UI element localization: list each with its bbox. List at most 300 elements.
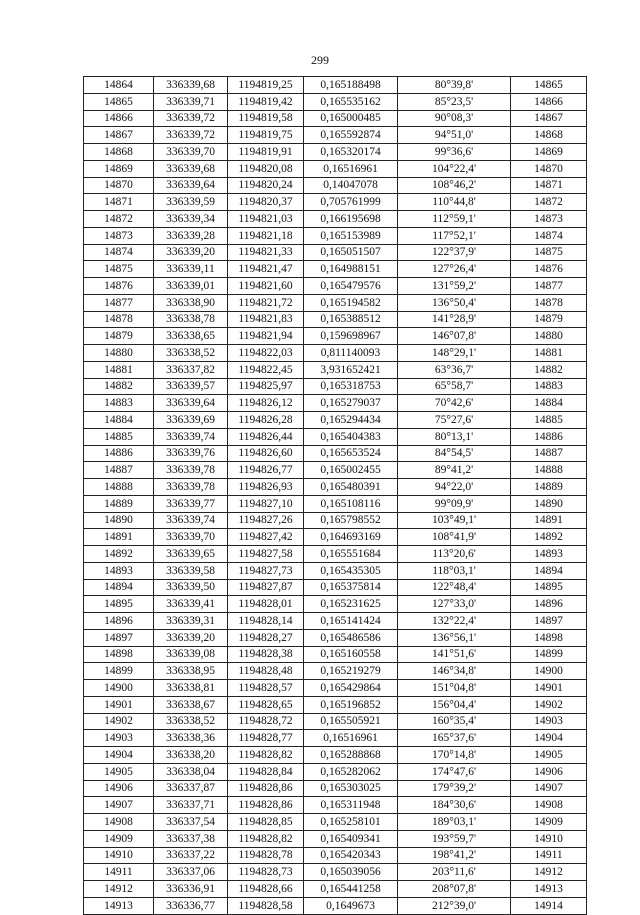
x-coordinate-cell: 336339,70 [154,529,228,546]
direction-angle-cell: 127°33,0' [398,596,511,613]
table-row [84,797,587,814]
y-coordinate-cell: 1194826,77 [228,462,304,479]
distance-cell: 0,165039056 [304,864,398,881]
y-coordinate-cell: 1194821,18 [228,227,304,244]
distance-cell: 0,165219279 [304,663,398,680]
direction-angle-cell: 110°44,8' [398,194,511,211]
distance-cell: 0,165420343 [304,847,398,864]
point-number-cell: 14870 [84,177,154,194]
x-coordinate-cell: 336338,81 [154,680,228,697]
direction-angle-cell: 75°27,6' [398,412,511,429]
direction-angle-cell: 170°14,8' [398,747,511,764]
table-row [84,613,587,630]
y-coordinate-cell: 1194821,60 [228,278,304,295]
direction-angle-cell: 108°41,9' [398,529,511,546]
point-number-cell: 14865 [84,93,154,110]
point-number-cell: 14911 [84,864,154,881]
x-coordinate-cell: 336339,20 [154,244,228,261]
next-point-cell: 14871 [511,177,587,194]
y-coordinate-cell: 1194826,44 [228,428,304,445]
next-point-cell: 14899 [511,646,587,663]
point-number-cell: 14912 [84,881,154,898]
x-coordinate-cell: 336339,71 [154,93,228,110]
direction-angle-cell: 151°04,8' [398,680,511,697]
next-point-cell: 14886 [511,428,587,445]
next-point-cell: 14909 [511,814,587,831]
point-number-cell: 14900 [84,680,154,697]
point-number-cell: 14874 [84,244,154,261]
point-number-cell: 14875 [84,261,154,278]
x-coordinate-cell: 336338,67 [154,696,228,713]
y-coordinate-cell: 1194820,24 [228,177,304,194]
x-coordinate-cell: 336339,64 [154,177,228,194]
distance-cell: 0,165409341 [304,830,398,847]
y-coordinate-cell: 1194821,33 [228,244,304,261]
point-number-cell: 14902 [84,713,154,730]
x-coordinate-cell: 336339,69 [154,412,228,429]
point-number-cell: 14877 [84,294,154,311]
y-coordinate-cell: 1194828,48 [228,663,304,680]
direction-angle-cell: 131°59,2' [398,278,511,295]
y-coordinate-cell: 1194819,25 [228,77,304,94]
distance-cell: 0,14047078 [304,177,398,194]
table-row [84,780,587,797]
next-point-cell: 14888 [511,462,587,479]
distance-cell: 0,165160558 [304,646,398,663]
x-coordinate-cell: 336336,91 [154,881,228,898]
x-coordinate-cell: 336336,77 [154,897,228,914]
table-row [84,562,587,579]
point-number-cell: 14886 [84,445,154,462]
next-point-cell: 14882 [511,361,587,378]
x-coordinate-cell: 336339,72 [154,127,228,144]
next-point-cell: 14898 [511,629,587,646]
direction-angle-cell: 70°42,6' [398,395,511,412]
table-row [84,462,587,479]
x-coordinate-cell: 336339,78 [154,462,228,479]
direction-angle-cell: 89°41,2' [398,462,511,479]
y-coordinate-cell: 1194819,75 [228,127,304,144]
next-point-cell: 14902 [511,696,587,713]
direction-angle-cell: 146°34,8' [398,663,511,680]
direction-angle-cell: 80°39,8' [398,77,511,94]
next-point-cell: 14872 [511,194,587,211]
y-coordinate-cell: 1194828,58 [228,897,304,914]
distance-cell: 0,165002455 [304,462,398,479]
y-coordinate-cell: 1194828,77 [228,730,304,747]
coordinates-table [83,76,587,915]
point-number-cell: 14876 [84,278,154,295]
point-number-cell: 14873 [84,227,154,244]
distance-cell: 0,165258101 [304,814,398,831]
y-coordinate-cell: 1194821,94 [228,328,304,345]
distance-cell: 0,165318753 [304,378,398,395]
y-coordinate-cell: 1194828,86 [228,780,304,797]
x-coordinate-cell: 336338,36 [154,730,228,747]
y-coordinate-cell: 1194826,12 [228,395,304,412]
direction-angle-cell: 84°54,5' [398,445,511,462]
distance-cell: 0,165505921 [304,713,398,730]
y-coordinate-cell: 1194820,08 [228,160,304,177]
y-coordinate-cell: 1194828,01 [228,596,304,613]
point-number-cell: 14907 [84,797,154,814]
table-row [84,663,587,680]
distance-cell: 0,811140093 [304,345,398,362]
table-row [84,529,587,546]
distance-cell: 0,165051507 [304,244,398,261]
x-coordinate-cell: 336339,28 [154,227,228,244]
direction-angle-cell: 174°47,6' [398,763,511,780]
x-coordinate-cell: 336339,01 [154,278,228,295]
next-point-cell: 14897 [511,613,587,630]
x-coordinate-cell: 336339,31 [154,613,228,630]
point-number-cell: 14869 [84,160,154,177]
y-coordinate-cell: 1194828,82 [228,747,304,764]
table-row [84,328,587,345]
next-point-cell: 14884 [511,395,587,412]
y-coordinate-cell: 1194826,60 [228,445,304,462]
x-coordinate-cell: 336339,68 [154,160,228,177]
table-row [84,897,587,914]
table-row [84,445,587,462]
distance-cell: 0,165279037 [304,395,398,412]
y-coordinate-cell: 1194828,65 [228,696,304,713]
next-point-cell: 14887 [511,445,587,462]
next-point-cell: 14914 [511,897,587,914]
table-row [84,345,587,362]
point-number-cell: 14884 [84,412,154,429]
x-coordinate-cell: 336339,20 [154,629,228,646]
distance-cell: 0,165441258 [304,881,398,898]
table-row [84,311,587,328]
table-row [84,110,587,127]
point-number-cell: 14901 [84,696,154,713]
distance-cell: 0,165388512 [304,311,398,328]
x-coordinate-cell: 336337,71 [154,797,228,814]
direction-angle-cell: 127°26,4' [398,261,511,278]
distance-cell: 0,165311948 [304,797,398,814]
distance-cell: 0,164693169 [304,529,398,546]
direction-angle-cell: 108°46,2' [398,177,511,194]
y-coordinate-cell: 1194828,14 [228,613,304,630]
direction-angle-cell: 63°36,7' [398,361,511,378]
direction-angle-cell: 160°35,4' [398,713,511,730]
point-number-cell: 14867 [84,127,154,144]
x-coordinate-cell: 336339,58 [154,562,228,579]
direction-angle-cell: 156°04,4' [398,696,511,713]
y-coordinate-cell: 1194828,72 [228,713,304,730]
x-coordinate-cell: 336339,50 [154,579,228,596]
point-number-cell: 14893 [84,562,154,579]
next-point-cell: 14901 [511,680,587,697]
distance-cell: 0,165592874 [304,127,398,144]
direction-angle-cell: 208°07,8' [398,881,511,898]
y-coordinate-cell: 1194825,97 [228,378,304,395]
next-point-cell: 14874 [511,227,587,244]
table-row [84,730,587,747]
direction-angle-cell: 212°39,0' [398,897,511,914]
table-row [84,412,587,429]
next-point-cell: 14865 [511,77,587,94]
y-coordinate-cell: 1194827,26 [228,512,304,529]
y-coordinate-cell: 1194827,58 [228,546,304,563]
point-number-cell: 14871 [84,194,154,211]
next-point-cell: 14869 [511,144,587,161]
direction-angle-cell: 104°22,4' [398,160,511,177]
next-point-cell: 14907 [511,780,587,797]
x-coordinate-cell: 336338,52 [154,713,228,730]
table-row [84,244,587,261]
next-point-cell: 14883 [511,378,587,395]
direction-angle-cell: 165°37,6' [398,730,511,747]
direction-angle-cell: 193°59,7' [398,830,511,847]
direction-angle-cell: 179°39,2' [398,780,511,797]
x-coordinate-cell: 336339,64 [154,395,228,412]
direction-angle-cell: 80°13,1' [398,428,511,445]
x-coordinate-cell: 336338,78 [154,311,228,328]
distance-cell: 0,165282062 [304,763,398,780]
direction-angle-cell: 136°56,1' [398,629,511,646]
direction-angle-cell: 65°58,7' [398,378,511,395]
x-coordinate-cell: 336339,41 [154,596,228,613]
table-row [84,261,587,278]
point-number-cell: 14906 [84,780,154,797]
y-coordinate-cell: 1194819,58 [228,110,304,127]
y-coordinate-cell: 1194822,45 [228,361,304,378]
point-number-cell: 14910 [84,847,154,864]
direction-angle-cell: 112°59,1' [398,211,511,228]
table-row [84,646,587,663]
next-point-cell: 14868 [511,127,587,144]
direction-angle-cell: 118°03,1' [398,562,511,579]
distance-cell: 0,164988151 [304,261,398,278]
x-coordinate-cell: 336339,65 [154,546,228,563]
distance-cell: 0,165480391 [304,479,398,496]
direction-angle-cell: 90°08,3' [398,110,511,127]
y-coordinate-cell: 1194827,87 [228,579,304,596]
point-number-cell: 14894 [84,579,154,596]
x-coordinate-cell: 336339,34 [154,211,228,228]
distance-cell: 0,165320174 [304,144,398,161]
point-number-cell: 14903 [84,730,154,747]
distance-cell: 0,165798552 [304,512,398,529]
y-coordinate-cell: 1194828,84 [228,763,304,780]
next-point-cell: 14910 [511,830,587,847]
next-point-cell: 14881 [511,345,587,362]
distance-cell: 0,16516961 [304,160,398,177]
y-coordinate-cell: 1194826,28 [228,412,304,429]
table-row [84,227,587,244]
next-point-cell: 14873 [511,211,587,228]
point-number-cell: 14904 [84,747,154,764]
table-row [84,378,587,395]
distance-cell: 0,165153989 [304,227,398,244]
direction-angle-cell: 198°41,2' [398,847,511,864]
x-coordinate-cell: 336339,77 [154,495,228,512]
table-row [84,747,587,764]
distance-cell: 0,165108116 [304,495,398,512]
direction-angle-cell: 189°03,1' [398,814,511,831]
distance-cell: 0,165196852 [304,696,398,713]
point-number-cell: 14866 [84,110,154,127]
distance-cell: 0,165404383 [304,428,398,445]
distance-cell: 0,165288868 [304,747,398,764]
distance-cell: 0,165294434 [304,412,398,429]
next-point-cell: 14877 [511,278,587,295]
next-point-cell: 14875 [511,244,587,261]
distance-cell: 0,165653524 [304,445,398,462]
direction-angle-cell: 141°28,9' [398,311,511,328]
x-coordinate-cell: 336339,74 [154,512,228,529]
y-coordinate-cell: 1194819,91 [228,144,304,161]
table-row [84,680,587,697]
direction-angle-cell: 117°52,1' [398,227,511,244]
x-coordinate-cell: 336339,70 [154,144,228,161]
y-coordinate-cell: 1194828,73 [228,864,304,881]
point-number-cell: 14882 [84,378,154,395]
x-coordinate-cell: 336339,08 [154,646,228,663]
point-number-cell: 14896 [84,613,154,630]
table-row [84,479,587,496]
table-row [84,713,587,730]
direction-angle-cell: 103°49,1' [398,512,511,529]
next-point-cell: 14880 [511,328,587,345]
x-coordinate-cell: 336339,11 [154,261,228,278]
distance-cell: 0,165188498 [304,77,398,94]
x-coordinate-cell: 336338,65 [154,328,228,345]
distance-cell: 0,165535162 [304,93,398,110]
y-coordinate-cell: 1194821,03 [228,211,304,228]
x-coordinate-cell: 336337,82 [154,361,228,378]
y-coordinate-cell: 1194828,86 [228,797,304,814]
direction-angle-cell: 203°11,6' [398,864,511,881]
direction-angle-cell: 184°30,6' [398,797,511,814]
table-row [84,278,587,295]
table-row [84,579,587,596]
table-row [84,596,587,613]
y-coordinate-cell: 1194828,38 [228,646,304,663]
table-row [84,395,587,412]
x-coordinate-cell: 336339,59 [154,194,228,211]
next-point-cell: 14878 [511,294,587,311]
distance-cell: 0,1649673 [304,897,398,914]
table-row [84,881,587,898]
y-coordinate-cell: 1194826,93 [228,479,304,496]
direction-angle-cell: 122°48,4' [398,579,511,596]
distance-cell: 0,165141424 [304,613,398,630]
distance-cell: 0,165375814 [304,579,398,596]
next-point-cell: 14900 [511,663,587,680]
next-point-cell: 14879 [511,311,587,328]
direction-angle-cell: 113°20,6' [398,546,511,563]
table-row [84,696,587,713]
point-number-cell: 14881 [84,361,154,378]
direction-angle-cell: 99°09,9' [398,495,511,512]
table-row [84,763,587,780]
x-coordinate-cell: 336337,54 [154,814,228,831]
table-row [84,294,587,311]
table-row [84,144,587,161]
distance-cell: 0,165479576 [304,278,398,295]
distance-cell: 0,165435305 [304,562,398,579]
table-row [84,211,587,228]
point-number-cell: 14891 [84,529,154,546]
direction-angle-cell: 132°22,4' [398,613,511,630]
point-number-cell: 14864 [84,77,154,94]
next-point-cell: 14903 [511,713,587,730]
y-coordinate-cell: 1194821,47 [228,261,304,278]
next-point-cell: 14867 [511,110,587,127]
table-row [84,77,587,94]
y-coordinate-cell: 1194819,42 [228,93,304,110]
next-point-cell: 14889 [511,479,587,496]
distance-cell: 0,165429864 [304,680,398,697]
distance-cell: 0,159698967 [304,328,398,345]
point-number-cell: 14887 [84,462,154,479]
next-point-cell: 14905 [511,747,587,764]
distance-cell: 0,165231625 [304,596,398,613]
next-point-cell: 14893 [511,546,587,563]
distance-cell: 0,165303025 [304,780,398,797]
distance-cell: 3,931652421 [304,361,398,378]
next-point-cell: 14908 [511,797,587,814]
x-coordinate-cell: 336338,52 [154,345,228,362]
point-number-cell: 14909 [84,830,154,847]
direction-angle-cell: 122°37,9' [398,244,511,261]
distance-cell: 0,165486586 [304,629,398,646]
next-point-cell: 14912 [511,864,587,881]
table-row [84,629,587,646]
point-number-cell: 14888 [84,479,154,496]
direction-angle-cell: 146°07,8' [398,328,511,345]
table-row [84,428,587,445]
x-coordinate-cell: 336337,22 [154,847,228,864]
table-row [84,361,587,378]
y-coordinate-cell: 1194827,10 [228,495,304,512]
direction-angle-cell: 136°50,4' [398,294,511,311]
y-coordinate-cell: 1194828,78 [228,847,304,864]
y-coordinate-cell: 1194828,27 [228,629,304,646]
point-number-cell: 14885 [84,428,154,445]
point-number-cell: 14883 [84,395,154,412]
point-number-cell: 14872 [84,211,154,228]
y-coordinate-cell: 1194828,57 [228,680,304,697]
x-coordinate-cell: 336338,95 [154,663,228,680]
table-row [84,160,587,177]
point-number-cell: 14895 [84,596,154,613]
direction-angle-cell: 148°29,1' [398,345,511,362]
next-point-cell: 14895 [511,579,587,596]
distance-cell: 0,705761999 [304,194,398,211]
point-number-cell: 14890 [84,512,154,529]
next-point-cell: 14876 [511,261,587,278]
y-coordinate-cell: 1194828,82 [228,830,304,847]
table-row [84,495,587,512]
next-point-cell: 14885 [511,412,587,429]
next-point-cell: 14913 [511,881,587,898]
page-number: 299 [311,53,329,67]
next-point-cell: 14894 [511,562,587,579]
distance-cell: 0,165000485 [304,110,398,127]
point-number-cell: 14889 [84,495,154,512]
next-point-cell: 14892 [511,529,587,546]
x-coordinate-cell: 336339,57 [154,378,228,395]
distance-cell: 0,165194582 [304,294,398,311]
y-coordinate-cell: 1194827,42 [228,529,304,546]
next-point-cell: 14904 [511,730,587,747]
point-number-cell: 14908 [84,814,154,831]
point-number-cell: 14868 [84,144,154,161]
